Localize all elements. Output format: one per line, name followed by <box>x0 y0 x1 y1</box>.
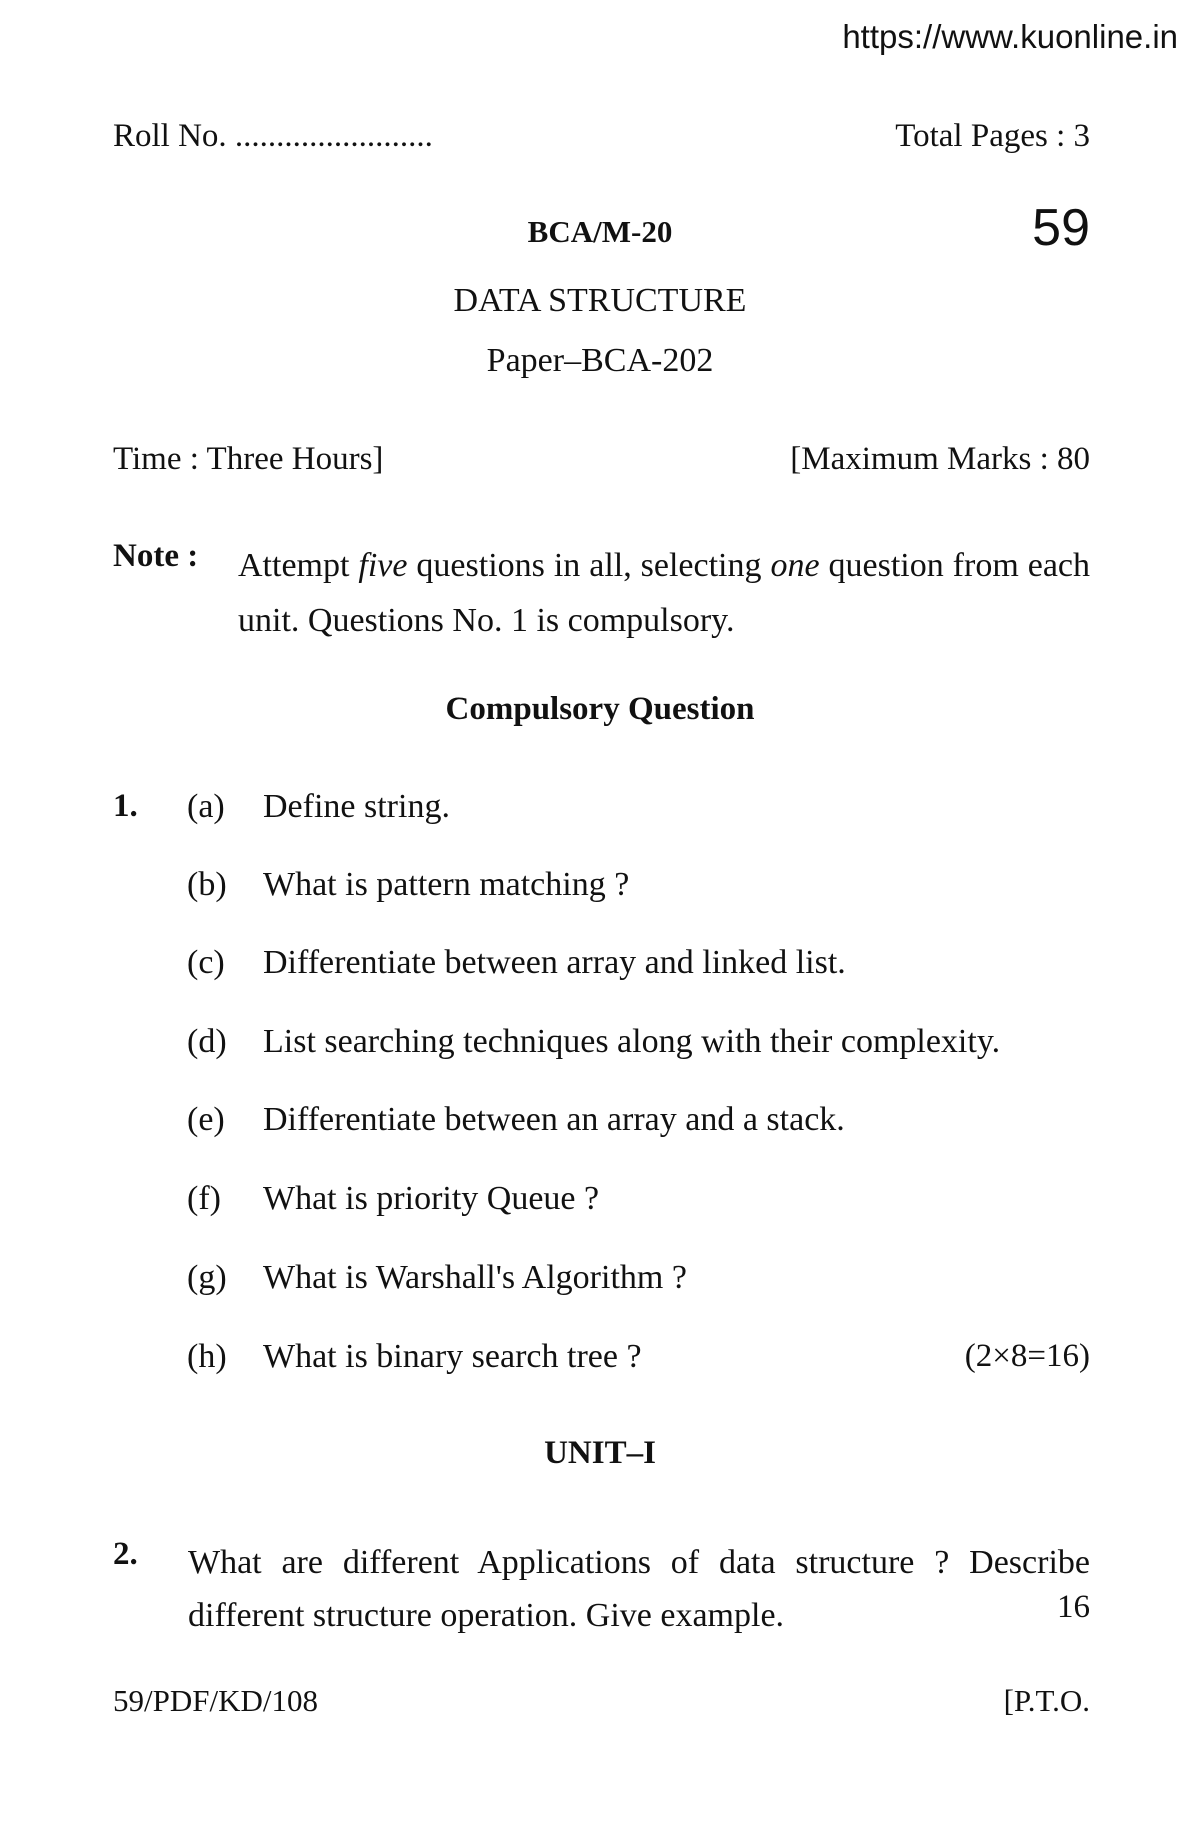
q1-text-g: What is Warshall's Algorithm ? <box>263 1259 687 1296</box>
paper-code: Paper–BCA-202 <box>486 342 714 379</box>
q1-label-b: (b) <box>187 866 227 903</box>
footer-pto: [P.T.O. <box>1003 1683 1090 1718</box>
exam-code: BCA/M-20 <box>527 214 673 249</box>
question-2-number: 2. <box>113 1536 138 1572</box>
q1-text-f: What is priority Queue ? <box>263 1180 600 1217</box>
unit-1-heading: UNIT–I <box>544 1435 656 1471</box>
total-pages: Total Pages : 3 <box>895 118 1090 154</box>
q1-text-a: Define string. <box>263 788 450 825</box>
q1-text-c: Differentiate between array and linked list. <box>263 944 846 981</box>
maximum-marks: [Maximum Marks : 80 <box>790 441 1090 477</box>
q1-text-d: List searching techniques along with their complexity. <box>263 1023 1001 1060</box>
note-emphasis-five: five <box>358 547 408 584</box>
subject-title: DATA STRUCTURE <box>453 282 747 319</box>
roll-number: Roll No. ........................ <box>113 118 433 154</box>
q1-marks: (2×8=16) <box>964 1338 1090 1374</box>
question-2-marks: 16 <box>1057 1589 1090 1625</box>
q1-text-e: Differentiate between an array and a stack. <box>263 1101 845 1138</box>
q1-label-h: (h) <box>187 1338 227 1375</box>
q1-label-e: (e) <box>187 1101 225 1138</box>
q1-text-h: What is binary search tree ? <box>263 1338 642 1375</box>
q1-label-c: (c) <box>187 944 225 981</box>
question-2-text: What are different Applications of data structure ? Describe different structure operation. Give example. <box>188 1544 1090 1634</box>
source-url-watermark[interactable]: https://www.kuonline.in <box>842 18 1178 55</box>
paper-number: 59 <box>1032 199 1090 257</box>
q1-label-d: (d) <box>187 1023 227 1060</box>
note-text: Attempt five questions in all, selecting one question from each unit. Questions No. 1 is compulsory. <box>238 547 1091 639</box>
q1-label-a: (a) <box>187 788 225 825</box>
compulsory-heading: Compulsory Question <box>445 691 755 727</box>
note-emphasis-one: one <box>770 547 820 584</box>
note-label: Note : <box>113 538 199 574</box>
q1-text-b: What is pattern matching ? <box>263 866 630 903</box>
q1-label-f: (f) <box>187 1180 221 1217</box>
q1-label-g: (g) <box>187 1259 227 1296</box>
question-1-number: 1. <box>113 788 138 824</box>
exam-time: Time : Three Hours] <box>113 441 384 477</box>
footer-code: 59/PDF/KD/108 <box>113 1683 318 1718</box>
